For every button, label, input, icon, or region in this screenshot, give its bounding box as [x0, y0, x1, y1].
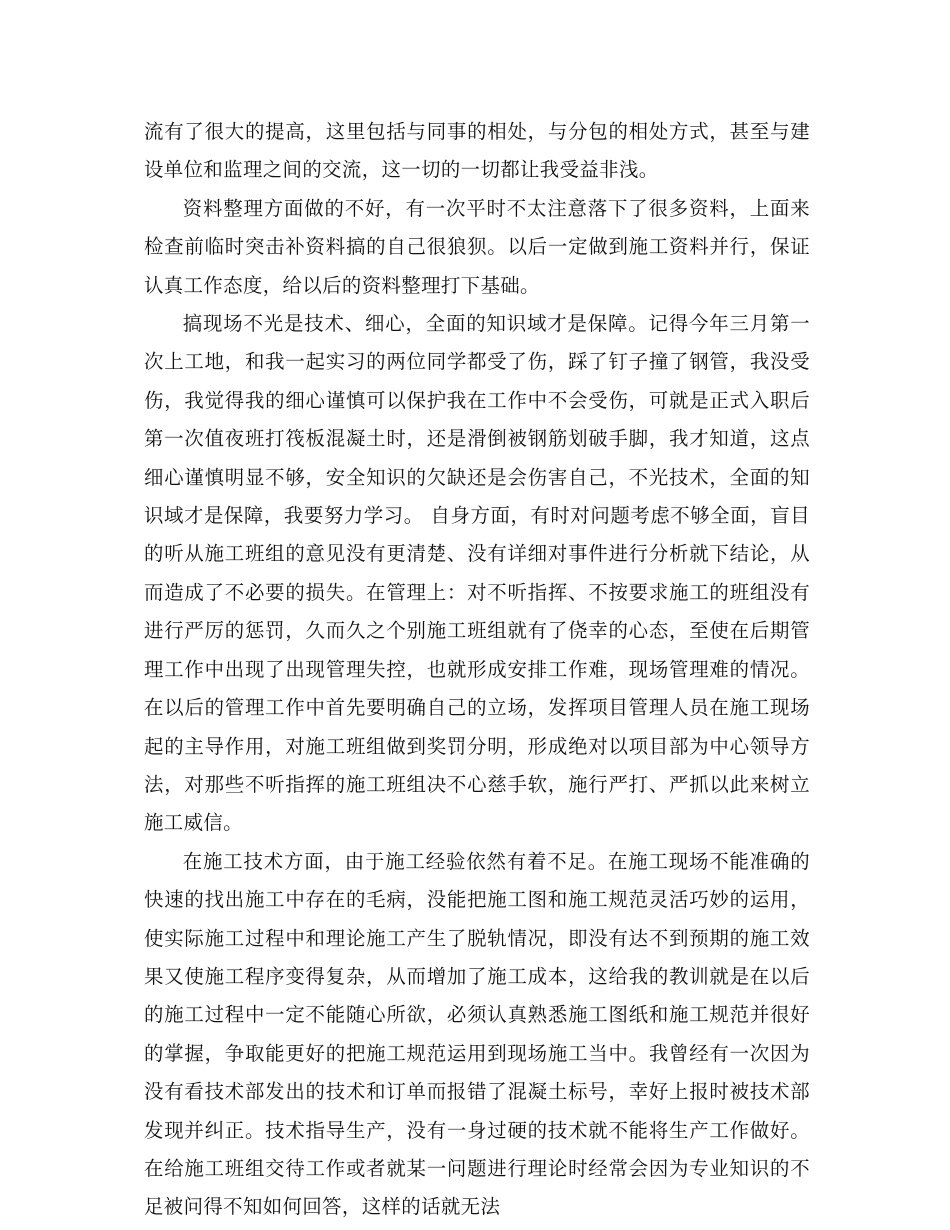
paragraph-technical: 在施工技术方面，由于施工经验依然有着不足。在施工现场不能准确的快速的找出施工中存在的毛病，没能把施工图和施工规范灵活巧妙的运用，使实际施工过程中和理论施工产生了脱轨情况，即没有达不到预期的施工效果又使施工程序变得复杂，从而增加了施工成本，这给我的教训就是在以后的施工过程中一定不能随心所欲，必须认真熟悉施工图纸和施工规范并很好的掌握，争取能更好的把施工规范运用到现场施工当中。我曾经有一次因为没有看技术部发出的技术和订单而报错了混凝土标号，幸好上报时被技术部发现并纠正。技术指导生产，没有一身过硬的技术就不能将生产工作做好。在给施工班组交待工作或者就某一问题进行理论时经常会因为专业知识的不足被问得不知如何回答，这样的话就无法 [144, 849, 810, 1219]
paragraph-records: 资料整理方面做的不好，有一次平时不太注意落下了很多资料，上面来检查前临时突击补资料搞的自己很狼狈。以后一定做到施工资料并行，保证认真工作态度，给以后的资料整理打下基础。 [144, 196, 810, 297]
paragraph-continuation: 流有了很大的提高，这里包括与同事的相处，与分包的相处方式，甚至与建设单位和监理之间的交流，这一切的一切都让我受益非浅。 [144, 120, 810, 182]
document-body [144, 113, 810, 1227]
paragraph-safety-and-management: 搞现场不光是技术、细心，全面的知识域才是保障。记得今年三月第一次上工地，和我一起实习的两位同学都受了伤，踩了钉子撞了钢管，我没受伤，我觉得我的细心谨慎可以保护我在工作中不会受伤，可就是正式入职后第一次值夜班打筏板混凝土时，还是滑倒被钢筋划破手脚，我才知道，这点细心谨慎明显不够，安全知识的欠缺还是会伤害自己，不光技术，全面的知识域才是保障，我要努力学习。 自身方面，有时对问题考虑不够全面，盲目的听从施工班组的意见没有更清楚、没有详细对事件进行分析就下结论，从而造成了不必要的损失。在管理上：对不听指挥、不按要求施工的班组没有进行严厉的惩罚，久而久之个别施工班组就有了侥幸的心态，至使在后期管理工作中出现了出现管理失控，也就形成安排工作难，现场管理难的情况。在以后的管理工作中首先要明确自己的立场，发挥项目管理人员在施工现场起的主导作用，对施工班组做到奖罚分明，形成绝对以项目部为中心领导方法，对那些不听指挥的施工班组决不心慈手软，施行严打、严抓以此来树立施工威信。 [144, 312, 810, 835]
